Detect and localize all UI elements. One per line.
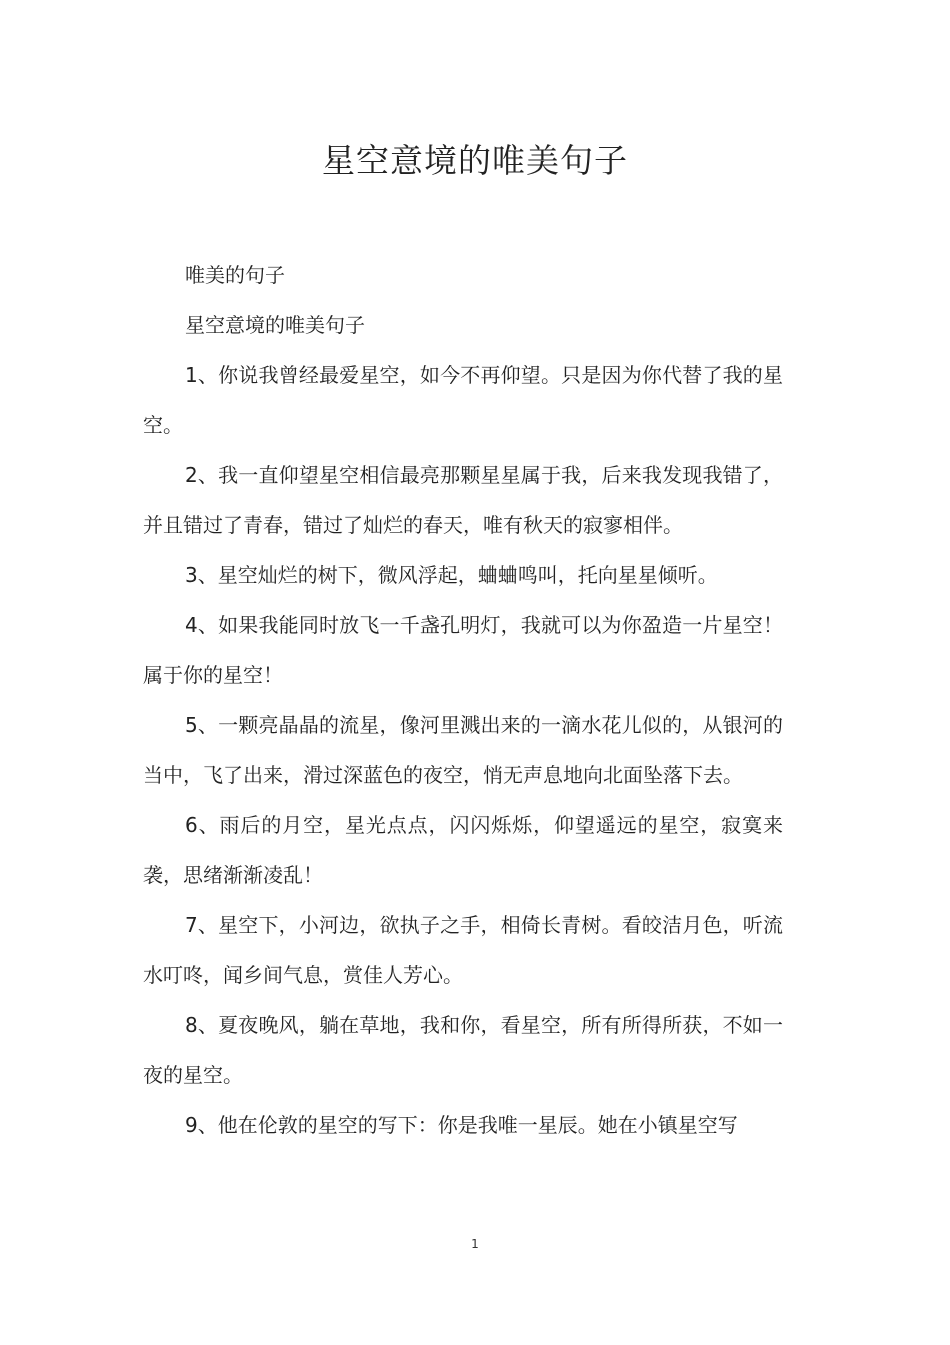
paragraph: 9、他在伦敦的星空的写下：你是我唯一星辰。她在小镇星空写 — [185, 1113, 738, 1137]
paragraph: 6、雨后的月空，星光点点，闪闪烁烁，仰望遥远的星空，寂寞来袭，思绪渐渐凌乱！ — [143, 813, 783, 887]
paragraph: 8、夏夜晚风，躺在草地，我和你，看星空，所有所得所获，不如一夜的星空。 — [143, 1013, 783, 1087]
paragraph: 星空意境的唯美句子 — [185, 313, 365, 337]
paragraph: 5、一颗亮晶晶的流星，像河里溅出来的一滴水花儿似的，从银河的当中，飞了出来，滑过深蓝色的夜空，悄无声息地向北面坠落下去。 — [143, 713, 783, 787]
page-number: 1 — [471, 1237, 479, 1251]
paragraph: 唯美的句子 — [185, 263, 285, 287]
document-body — [143, 250, 783, 1150]
document-title: 星空意境的唯美句子 — [322, 141, 628, 180]
paragraph: 3、星空灿烂的树下，微风浮起，蛐蛐鸣叫，托向星星倾听。 — [185, 563, 718, 587]
paragraph: 2、我一直仰望星空相信最亮那颗星星属于我，后来我发现我错了，并且错过了青春，错过了灿烂的春天，唯有秋天的寂寥相伴。 — [143, 463, 783, 537]
paragraph: 1、你说我曾经最爱星空，如今不再仰望。只是因为你代替了我的星空。 — [143, 363, 783, 437]
paragraph: 4、如果我能同时放飞一千盏孔明灯，我就可以为你盈造一片星空！属于你的星空！ — [143, 613, 783, 687]
paragraph: 7、星空下，小河边，欲执子之手，相倚长青树。看皎洁月色，听流水叮咚，闻乡间气息，赏佳人芳心。 — [143, 913, 783, 987]
